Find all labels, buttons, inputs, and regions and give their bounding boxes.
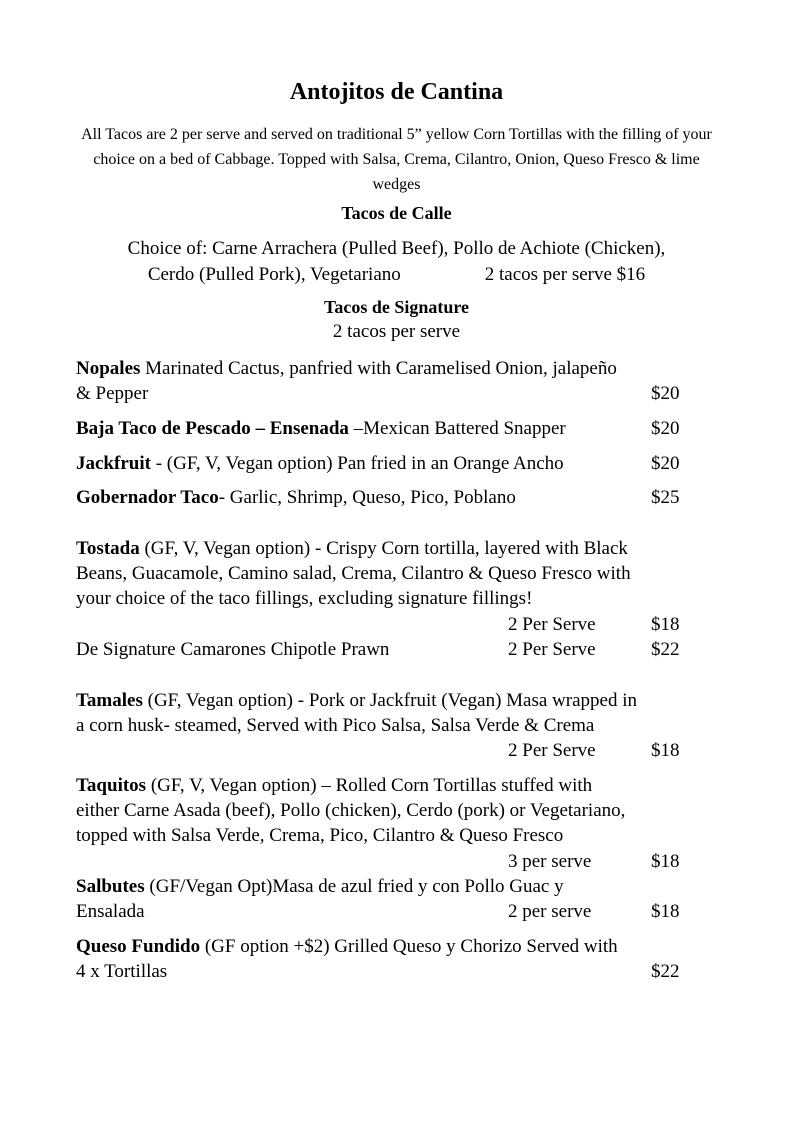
menu-item-taquitos: Taquitos (GF, V, Vegan option) – Rolled Corn Tortillas stuffed with either Carne Asada (beef), Pollo (chicken), Cerdo (pork) or Vegetariano, topped with Salsa Verde, Crema, Pico, Cilantro & Queso Fresco xyxy=(76,775,626,846)
item-name: Jackfruit xyxy=(76,453,151,474)
calle-price: $16 xyxy=(616,264,646,285)
item-name: Nopales xyxy=(76,358,141,379)
calle-line-1: Choice of: Carne Arrachera (Pulled Beef), Pollo de Achiote (Chicken), xyxy=(127,238,666,259)
item-serve: 2 per serve xyxy=(508,901,592,922)
item-name: Queso Fundido xyxy=(76,936,201,957)
tacos-de-signature-heading: Tacos de Signature xyxy=(323,297,470,317)
item-name: Tostada xyxy=(76,538,140,559)
item-price: $22 xyxy=(651,639,680,660)
item-price: $22 xyxy=(651,961,680,982)
tacos-de-signature-subtitle: 2 tacos per serve xyxy=(332,321,461,342)
menu-item-baja: Baja Taco de Pescado – Ensenada –Mexican Battered Snapper $20 xyxy=(76,418,680,439)
menu-item-nopales: Nopales Marinated Cactus, panfried with Caramelised Onion, jalapeño xyxy=(76,358,617,379)
page-title: Antojitos de Cantina xyxy=(289,79,504,105)
item-price: $18 xyxy=(651,901,680,922)
item-price: $20 xyxy=(651,418,680,439)
menu-item-tostada-price xyxy=(76,612,726,637)
item-serve: 3 per serve xyxy=(508,851,592,872)
item-price: $20 xyxy=(651,453,680,474)
item-name: Tamales xyxy=(76,690,143,711)
menu-item-queso-fundido: Queso Fundido (GF option +$2) Grilled Queso y Chorizo Served with xyxy=(76,936,618,957)
item-price: $18 xyxy=(651,851,680,872)
menu-item-salbutes: Salbutes (GF/Vegan Opt)Masa de azul fried y con Pollo Guac y xyxy=(76,876,564,897)
item-serve: 2 Per Serve xyxy=(508,614,596,635)
calle-serve: 2 tacos per serve xyxy=(484,264,612,285)
item-price: $18 xyxy=(651,614,680,635)
item-price: $18 xyxy=(651,740,680,761)
menu-item-taquitos-price xyxy=(76,849,726,874)
menu-item-nopales-line2: & Pepper $20 xyxy=(76,383,680,404)
item-serve: 2 Per Serve xyxy=(508,740,596,761)
menu-item-tamales-price xyxy=(76,738,726,763)
intro-text: All Tacos are 2 per serve and served on traditional 5” yellow Corn Tortillas with the filling of your choice on a bed of Cabbage. Topped with Salsa, Crema, Cilantro, Onion, Queso Fresco & lime wedges xyxy=(81,126,712,193)
tacos-de-calle-heading: Tacos de Calle xyxy=(341,203,452,223)
tacos-de-calle-description xyxy=(60,236,733,288)
item-name: Taquitos xyxy=(76,775,147,796)
menu-item-jackfruit: Jackfruit - (GF, V, Vegan option) Pan fried in an Orange Ancho $20 xyxy=(76,453,680,474)
menu-item-queso-fundido-line2: 4 x Tortillas $22 xyxy=(76,961,680,982)
calle-line-2: Cerdo (Pulled Pork), Vegetariano 2 tacos per serve $16 xyxy=(147,264,646,285)
menu-item-gobernador: Gobernador Taco- Garlic, Shrimp, Queso, Pico, Poblano $25 xyxy=(76,487,680,508)
item-name: Baja Taco de Pescado – Ensenada xyxy=(76,418,349,439)
menu-item-salbutes-line2: Ensalada 2 per serve $18 xyxy=(76,901,680,922)
item-serve: 2 Per Serve xyxy=(508,639,596,660)
menu-item-tamales: Tamales (GF, Vegan option) - Pork or Jackfruit (Vegan) Masa wrapped in a corn husk- steamed, Served with Pico Salsa, Salsa Verde & Crema xyxy=(76,690,637,736)
item-name: De Signature Camarones Chipotle Prawn xyxy=(76,639,390,660)
menu-item-prawn xyxy=(76,637,726,662)
menu-item-tostada: Tostada (GF, V, Vegan option) - Crispy Corn tortilla, layered with Black Beans, Guacamole, Camino salad, Crema, Cilantro & Queso Fresco with your choice of the taco fillings, excluding signature fillings! xyxy=(76,538,631,609)
item-name: Salbutes xyxy=(76,876,145,897)
item-price: $25 xyxy=(651,487,680,508)
item-price: $20 xyxy=(651,383,680,404)
item-name: Gobernador Taco xyxy=(76,487,219,508)
